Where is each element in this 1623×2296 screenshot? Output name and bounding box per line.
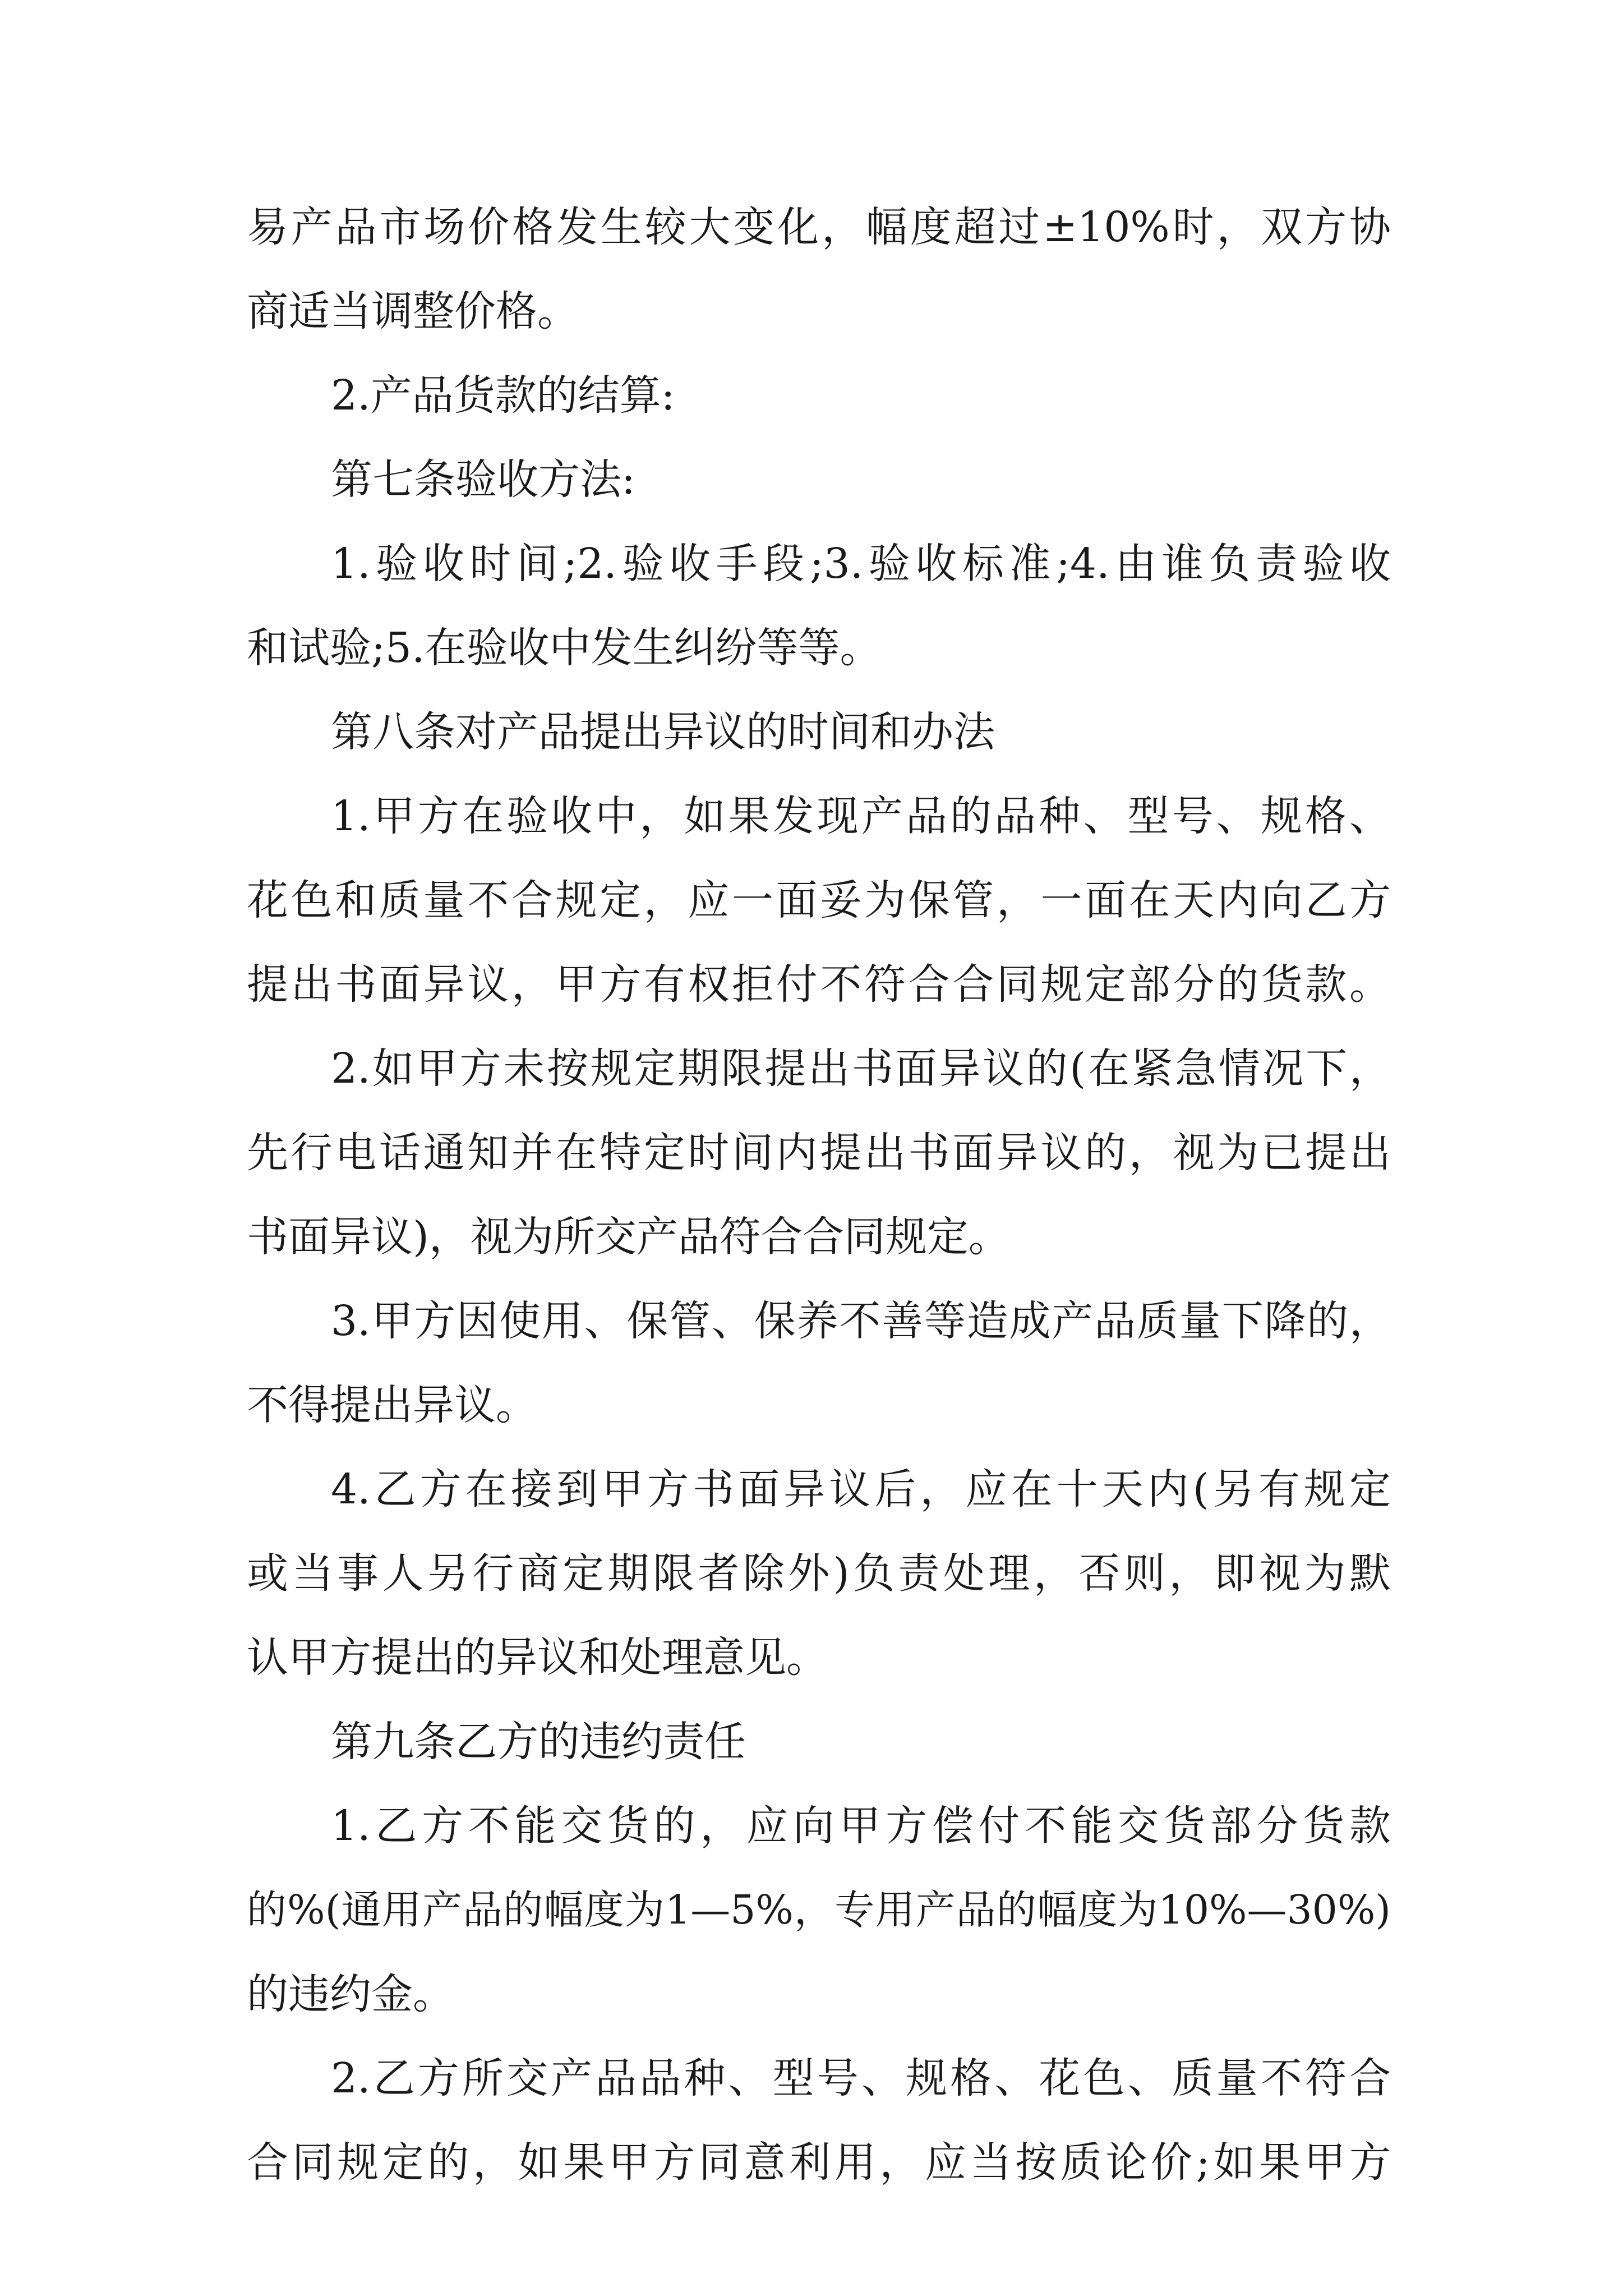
text-line: 提出书面异议，甲方有权拒付不符合合同规定部分的货款。 — [247, 960, 1391, 1009]
text-line: 2.产品货款的结算: — [331, 371, 675, 420]
text-line: 书面异议)，视为所交产品符合合同规定。 — [247, 1213, 1010, 1261]
text-line: 花色和质量不合规定，应一面妥为保管，一面在天内向乙方 — [247, 876, 1391, 924]
text-line: 不得提出异议。 — [247, 1381, 537, 1429]
text-line: 1.乙方不能交货的，应向甲方偿付不能交货部分货款 — [331, 1802, 1391, 1850]
text-line: 合同规定的，如果甲方同意利用，应当按质论价;如果甲方 — [247, 2138, 1391, 2187]
text-line: 2.乙方所交产品品种、型号、规格、花色、质量不符合 — [331, 2054, 1391, 2102]
text-line: 或当事人另行商定期限者除外)负责处理，否则，即视为默 — [247, 1549, 1391, 1598]
section-heading: 第八条对产品提出异议的时间和办法 — [331, 708, 995, 756]
text-line: 商适当调整价格。 — [247, 287, 579, 335]
text-line: 3.甲方因使用、保管、保养不善等造成产品质量下降的， — [331, 1297, 1391, 1345]
text-line: 和试验;5.在验收中发生纠纷等等。 — [247, 624, 882, 672]
section-heading: 第九条乙方的违约责任 — [331, 1718, 746, 1766]
text-line: 认甲方提出的异议和处理意见。 — [247, 1634, 828, 1682]
text-line: 易产品市场价格发生较大变化，幅度超过±10%时，双方协 — [247, 203, 1391, 251]
text-line: 1.验收时间;2.验收手段;3.验收标准;4.由谁负责验收 — [331, 540, 1391, 588]
text-line: 1.甲方在验收中，如果发现产品的品种、型号、规格、 — [331, 792, 1391, 840]
text-line: 的%(通用产品的幅度为1—5%，专用产品的幅度为10%—30%) — [247, 1887, 1391, 1933]
text-line: 先行电话通知并在特定时间内提出书面异议的，视为已提出 — [247, 1129, 1391, 1177]
text-line: 4.乙方在接到甲方书面异议后，应在十天内(另有规定 — [331, 1465, 1391, 1513]
section-heading: 第七条验收方法: — [331, 455, 635, 504]
text-line: 的违约金。 — [247, 1970, 454, 2018]
text-line: 2.如甲方未按规定期限提出书面异议的(在紧急情况下， — [331, 1045, 1391, 1093]
